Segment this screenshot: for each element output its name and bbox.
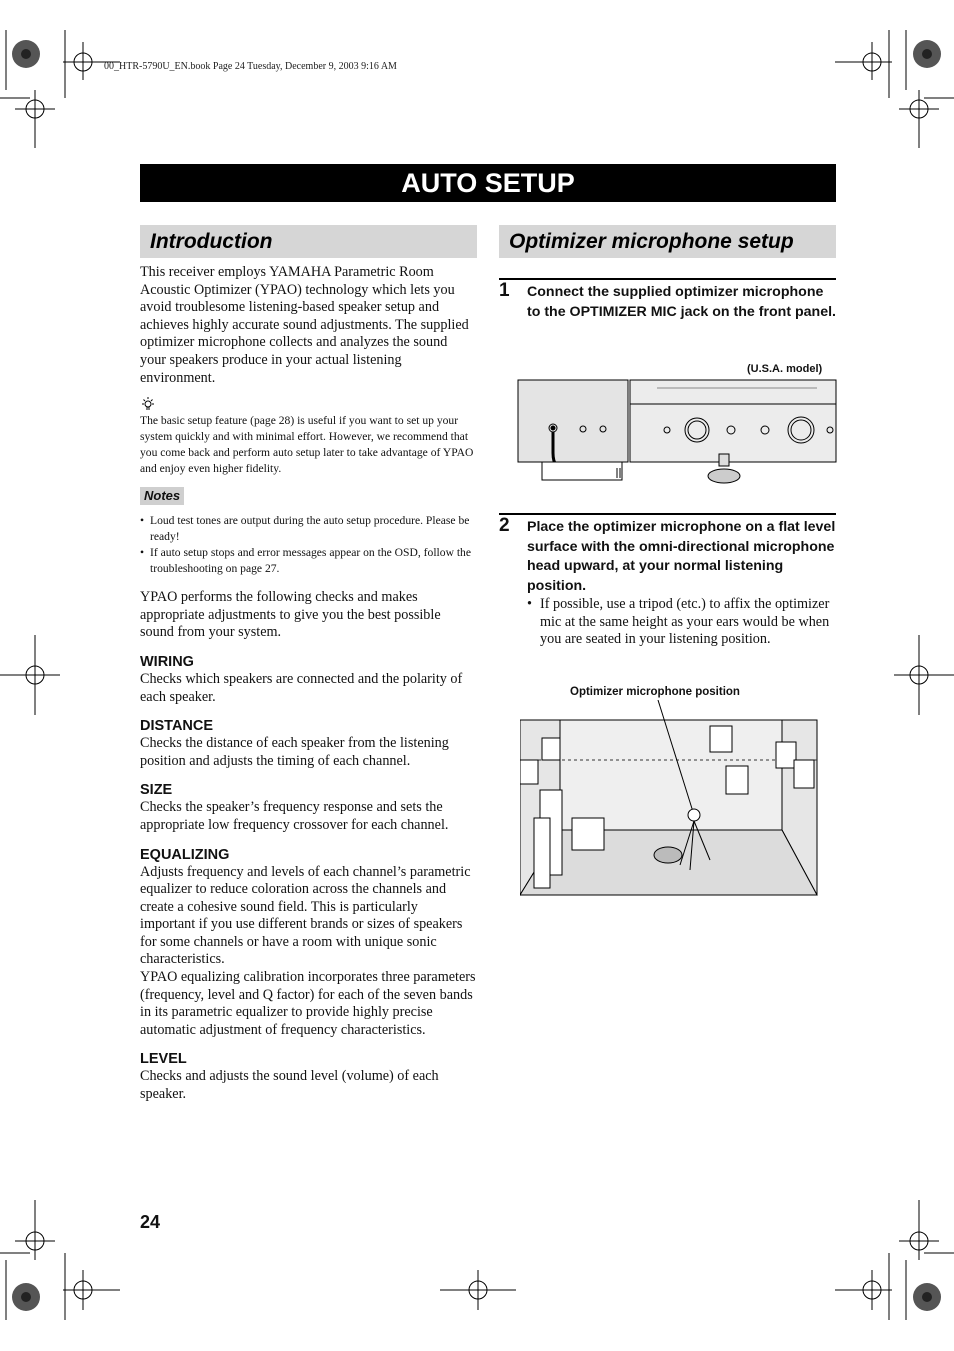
page-title: AUTO SETUP — [140, 164, 836, 202]
step2-number: 2 — [499, 515, 510, 536]
intro-paragraph: This receiver employs YAMAHA Parametric Room Acoustic Optimizer (YPAO) technology which lets you avoid troublesome listening-based speaker setup and achieves highly accurate sound adjustments. The supplied optimizer microphone collects and analyzes the sound your speakers produce in your actual listening environment. — [140, 264, 469, 386]
room-illustration — [520, 700, 818, 898]
note-item: • If auto setup stops and error messages appear on the OSD, follow the troubleshooting on page 27. — [140, 545, 476, 577]
page-number: 24 — [140, 1212, 161, 1232]
notes-label: Notes — [140, 487, 184, 505]
introduction-column — [140, 264, 476, 1104]
tip-text: The basic setup feature (page 28) is useful if you want to set up your system quickly and with minimal effort. However, we recommend that you come back and perform auto setup later to take advantage of YPAO and enjoy even higher fidelity. — [140, 414, 474, 476]
check-text-level: Checks and adjusts the sound level (volume) of each speaker. — [140, 1068, 439, 1103]
check-title-size: SIZE — [140, 782, 173, 799]
bullet-dot: • — [527, 596, 532, 612]
step2-rule — [499, 513, 836, 515]
checks-intro: YPAO performs the following checks and makes appropriate adjustments to give you the best possible sound from your system. — [140, 589, 441, 641]
check-text-wiring: Checks which speakers are connected and the polarity of each speaker. — [140, 670, 463, 705]
front-panel-illustration — [517, 378, 837, 490]
check-text-equalizing-2: YPAO equalizing calibration incorporates three parameters (frequency, level and Q factor) for each of the seven bands in its parametric equalizer to provide highly precise automatic adjustment of frequency characteristics. — [140, 969, 476, 1038]
check-text-size: Checks the speaker’s frequency response and sets the appropriate low frequency crossover for each channel. — [140, 799, 449, 833]
step1-rule — [499, 278, 836, 280]
position-label: Optimizer microphone position — [570, 686, 740, 698]
header-note: 00_HTR-5790U_EN.book Page 24 Tuesday, December 9, 2003 9:16 AM — [104, 61, 397, 72]
step2-bullet — [527, 596, 836, 649]
check-text-distance: Checks the distance of each speaker from the listening position and adjusts the timing of each channel. — [140, 735, 449, 769]
step1-number: 1 — [499, 280, 510, 301]
optimizer-heading: Optimizer microphone setup — [499, 225, 836, 258]
step1-text: Connect the supplied optimizer microphone to the OPTIMIZER MIC jack on the front panel. — [527, 284, 836, 320]
step2-bullet-text: If possible, use a tripod (etc.) to affix the optimizer mic at the same height as your ears would be when you are seated in your listening position. — [540, 596, 830, 648]
step2-text: Place the optimizer microphone on a flat level surface with the omni-directional microphone head upward, at your normal listening position. — [527, 519, 836, 594]
check-title-distance: DISTANCE — [140, 718, 214, 735]
notes-list — [140, 513, 476, 577]
introduction-heading: Introduction — [140, 225, 477, 258]
check-text-equalizing: Adjusts frequency and levels of each channel’s parametric equalizer to reduce coloration across the channels and create a cohesive sound field. This is particularly important if you use different brands or sizes of speakers for some channels or have a room with unique sonic characteristics. — [140, 863, 471, 968]
note-item: • Loud test tones are output during the auto setup procedure. Please be ready! — [140, 513, 476, 545]
tip-icon — [140, 395, 158, 411]
check-title-equalizing: EQUALIZING — [140, 846, 230, 863]
check-title-wiring: WIRING — [140, 653, 194, 670]
check-title-level: LEVEL — [140, 1051, 187, 1068]
model-label: (U.S.A. model) — [747, 363, 823, 375]
